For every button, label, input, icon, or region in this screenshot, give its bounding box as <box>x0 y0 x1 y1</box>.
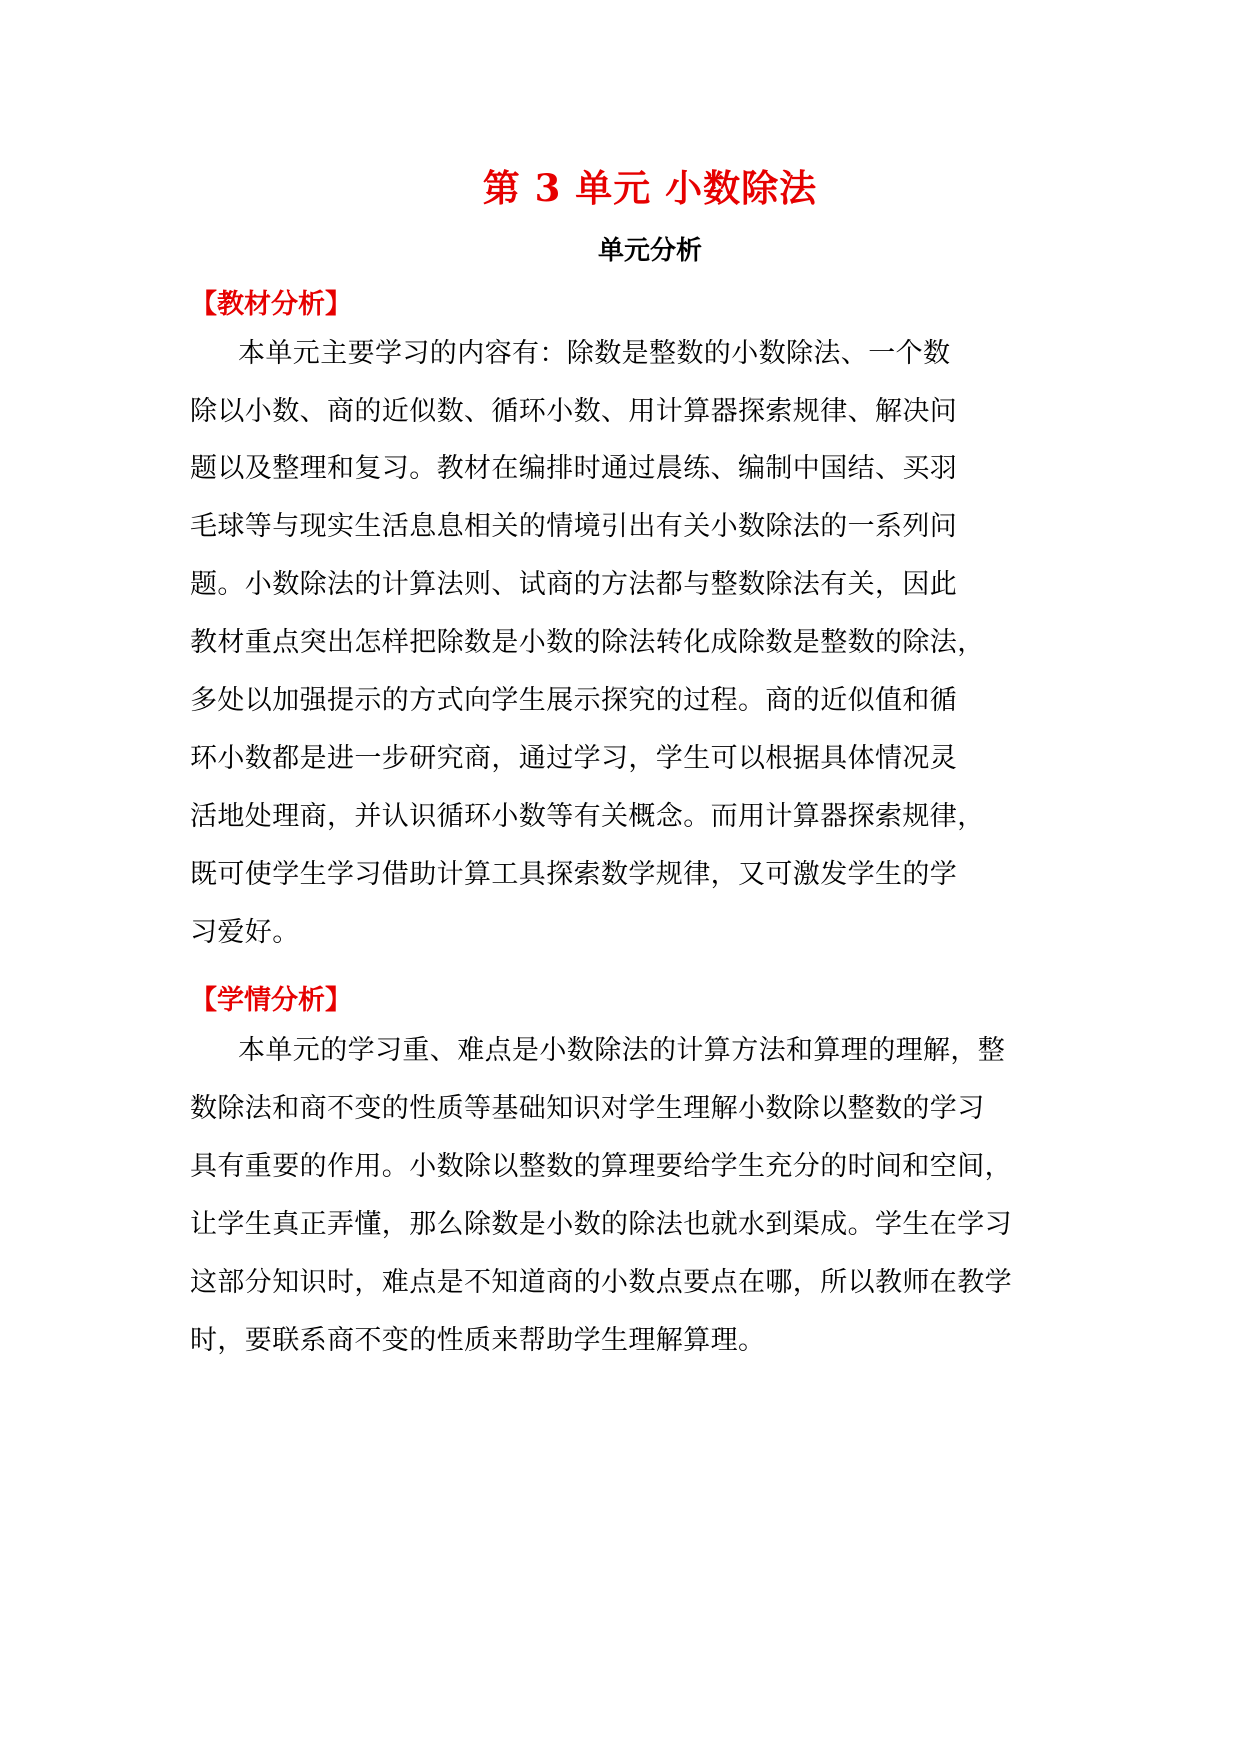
section-heading-textbook-analysis: 【教材分析】 <box>190 289 352 320</box>
section-heading-student-analysis: 【学情分析】 <box>190 985 352 1016</box>
paragraph-line: 时，要联系商不变的性质来帮助学生理解算理。 <box>190 1325 766 1356</box>
paragraph-line: 环小数都是进一步研究商，通过学习，学生可以根据具体情况灵 <box>190 743 958 774</box>
paragraph-line: 除以小数、商的近似数、循环小数、用计算器探索规律、解决问 <box>190 396 958 427</box>
paragraph-line: 习爱好。 <box>190 917 300 948</box>
paragraph-line: 教材重点突出怎样把除数是小数的除法转化成除数是整数的除法， <box>190 627 985 658</box>
paragraph-line: 数除法和商不变的性质等基础知识对学生理解小数除以整数的学习 <box>190 1093 985 1124</box>
page-title: 第 3 单元 小数除法 <box>482 166 818 210</box>
paragraph-line: 本单元主要学习的内容有：除数是整数的小数除法、一个数 <box>238 338 951 369</box>
page-subtitle: 单元分析 <box>597 236 702 266</box>
paragraph-line: 具有重要的作用。小数除以整数的算理要给学生充分的时间和空间， <box>190 1151 1012 1182</box>
paragraph-line: 多处以加强提示的方式向学生展示探究的过程。商的近似值和循 <box>190 685 958 716</box>
paragraph-line: 活地处理商，并认识循环小数等有关概念。而用计算器探索规律， <box>190 801 985 832</box>
paragraph-line: 本单元的学习重、难点是小数除法的计算方法和算理的理解，整 <box>238 1035 1006 1066</box>
paragraph-line: 毛球等与现实生活息息相关的情境引出有关小数除法的一系列问 <box>190 511 958 542</box>
paragraph-line: 这部分知识时，难点是不知道商的小数点要点在哪，所以教师在教学 <box>190 1267 1012 1298</box>
paragraph-line: 题。小数除法的计算法则、试商的方法都与整数除法有关，因此 <box>190 569 958 600</box>
paragraph-line: 让学生真正弄懂，那么除数是小数的除法也就水到渠成。学生在学习 <box>190 1209 1012 1240</box>
paragraph-line: 题以及整理和复习。教材在编排时通过晨练、编制中国结、买羽 <box>190 453 958 484</box>
paragraph-line: 既可使学生学习借助计算工具探索数学规律，又可激发学生的学 <box>190 859 958 890</box>
